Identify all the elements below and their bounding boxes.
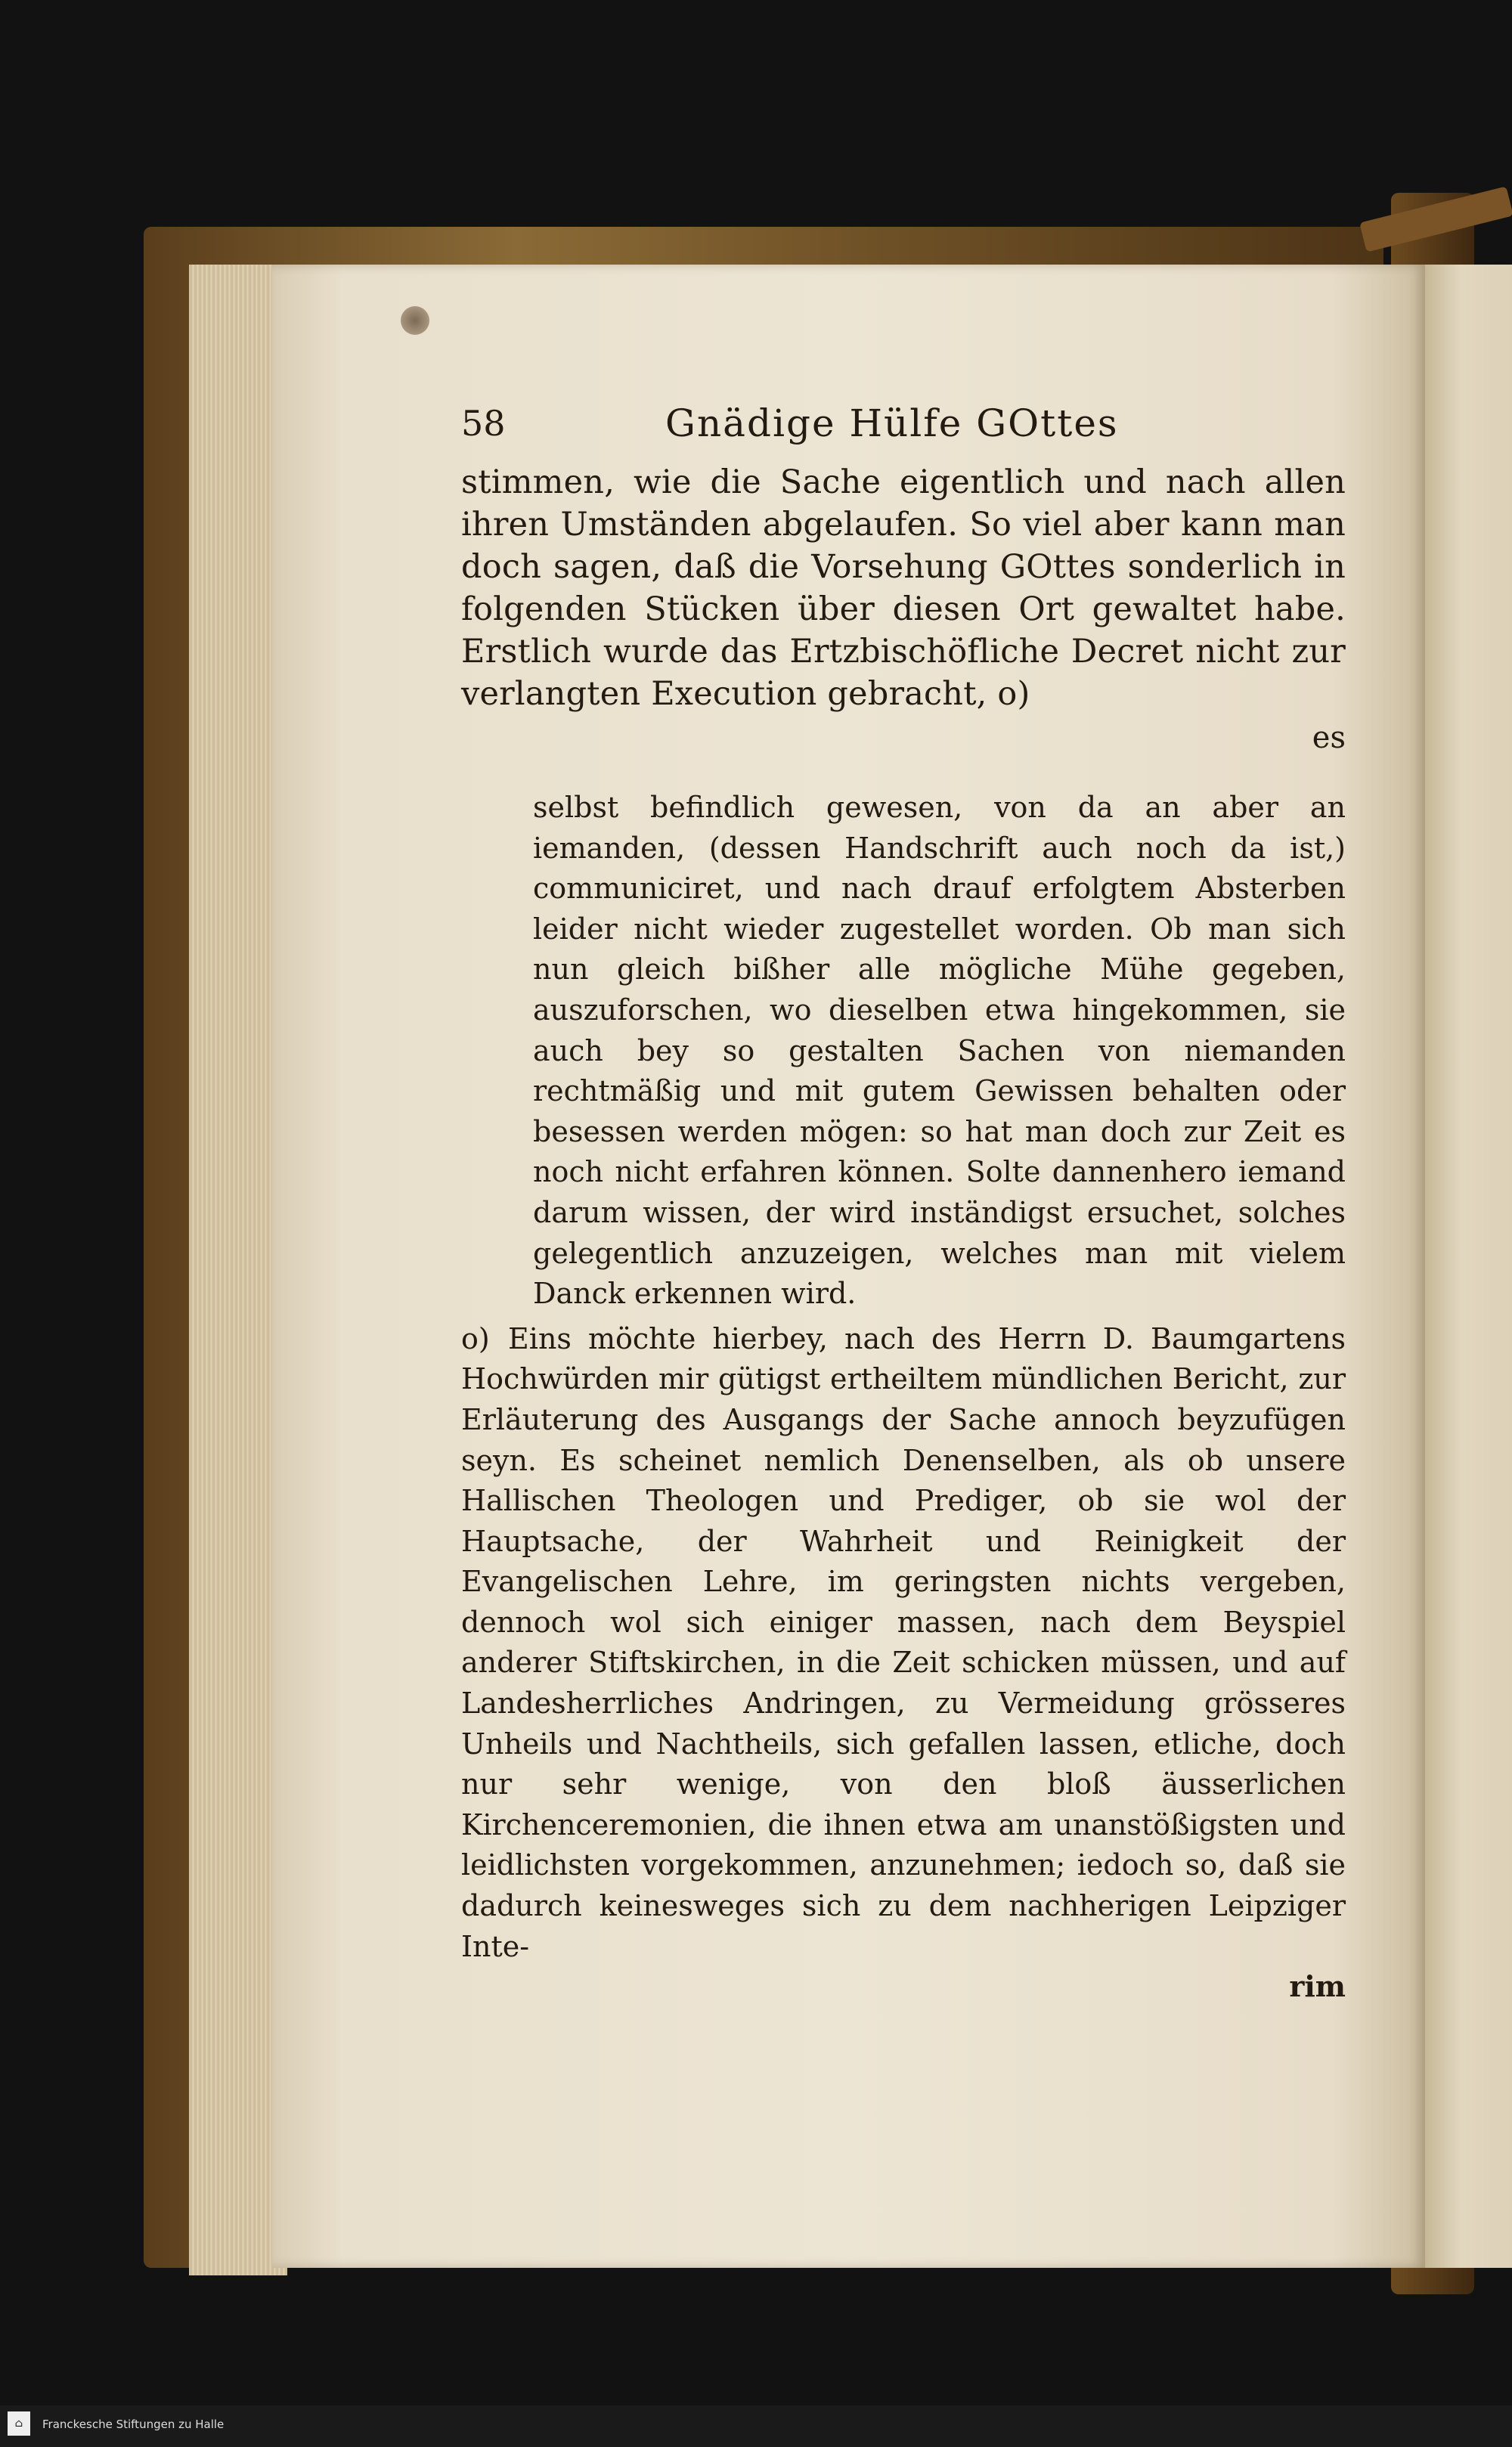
footnote-label: o) bbox=[461, 1321, 490, 1355]
text-block bbox=[461, 393, 1346, 2006]
catchword: es bbox=[1312, 720, 1346, 755]
footnote-catchword: rim bbox=[1289, 1969, 1346, 2004]
footnote-o-text: Eins möchte hierbey, nach des Herrn D. Baumgartens Hochwürden mir gütigst ertheiltem mündlichen Bericht, zur Erläuterung des Ausgangs der Sache annoch beyzufügen seyn. Es scheinet nemlich Denenselben, als ob unsere Hallischen Theologen und Prediger, ob sie wol der Hauptsache, der Wahrheit und Reinigkeit der Evangelischen Lehre, im geringsten nichts vergeben, dennoch wol sich einiger massen, nach dem Beyspiel anderer Stiftskirchen, in die Zeit schicken müssen, und auf Landesherrliches Andringen, zu Vermeidung grösseres Unheils und Nachtheils, sich gefallen lassen, etliche, doch nur sehr wenige, von den bloß äusserlichen Kirchenceremonien, die ihnen etwa am unanstößigsten und leidlichsten vorgekommen, anzunehmen; iedoch so, daß sie dadurch keinesweges sich zu dem nachherigen Leipziger Inte- bbox=[461, 1321, 1346, 1963]
footer-bar bbox=[0, 2405, 1512, 2447]
running-title: Gnädige Hülfe GOttes bbox=[665, 401, 1119, 445]
footer-label: Franckesche Stiftungen zu Halle bbox=[42, 2418, 225, 2431]
footnote-o bbox=[461, 1319, 1346, 1968]
paper-stain bbox=[401, 306, 429, 335]
page-number: 58 bbox=[461, 403, 506, 444]
main-paragraph: stimmen, wie die Sache eigentlich und nach allen ihren Umständen abgelaufen. So viel aber kann man doch sagen, daß die Vorsehung GOttes sonderlich in folgenden Stücken über diesen Ort gewaltet habe. Erstlich wurde das Ertzbischöfliche Decret nicht zur verlangten Execution gebracht, o) bbox=[461, 463, 1346, 713]
footnote-continued: selbst befindlich gewesen, von da an aber an iemanden, (dessen Handschrift auch noch da ist,) communiciret, und nach drauf erfolgtem Absterben leider nicht wieder zugestellet worden. Ob man sich nun gleich bißher alle mögliche Mühe gegeben, auszuforschen, wo dieselben etwa hingekommen, sie auch bey so gestalten Sachen von niemanden rechtmäßig und mit gutem Gewissen behalten oder besessen werden mögen: so hat man doch zur Zeit es noch nicht erfahren können. Solte dannenhero iemand darum wissen, der wird inständigst ersuchet, solches gelegentlich anzuzeigen, welches man mit vielem Danck erkennen wird. bbox=[533, 791, 1346, 1311]
page-header bbox=[461, 393, 1346, 454]
footnotes bbox=[461, 788, 1346, 2006]
institution-logo-icon: ⌂ bbox=[8, 2411, 30, 2436]
facing-page bbox=[1425, 265, 1512, 2268]
